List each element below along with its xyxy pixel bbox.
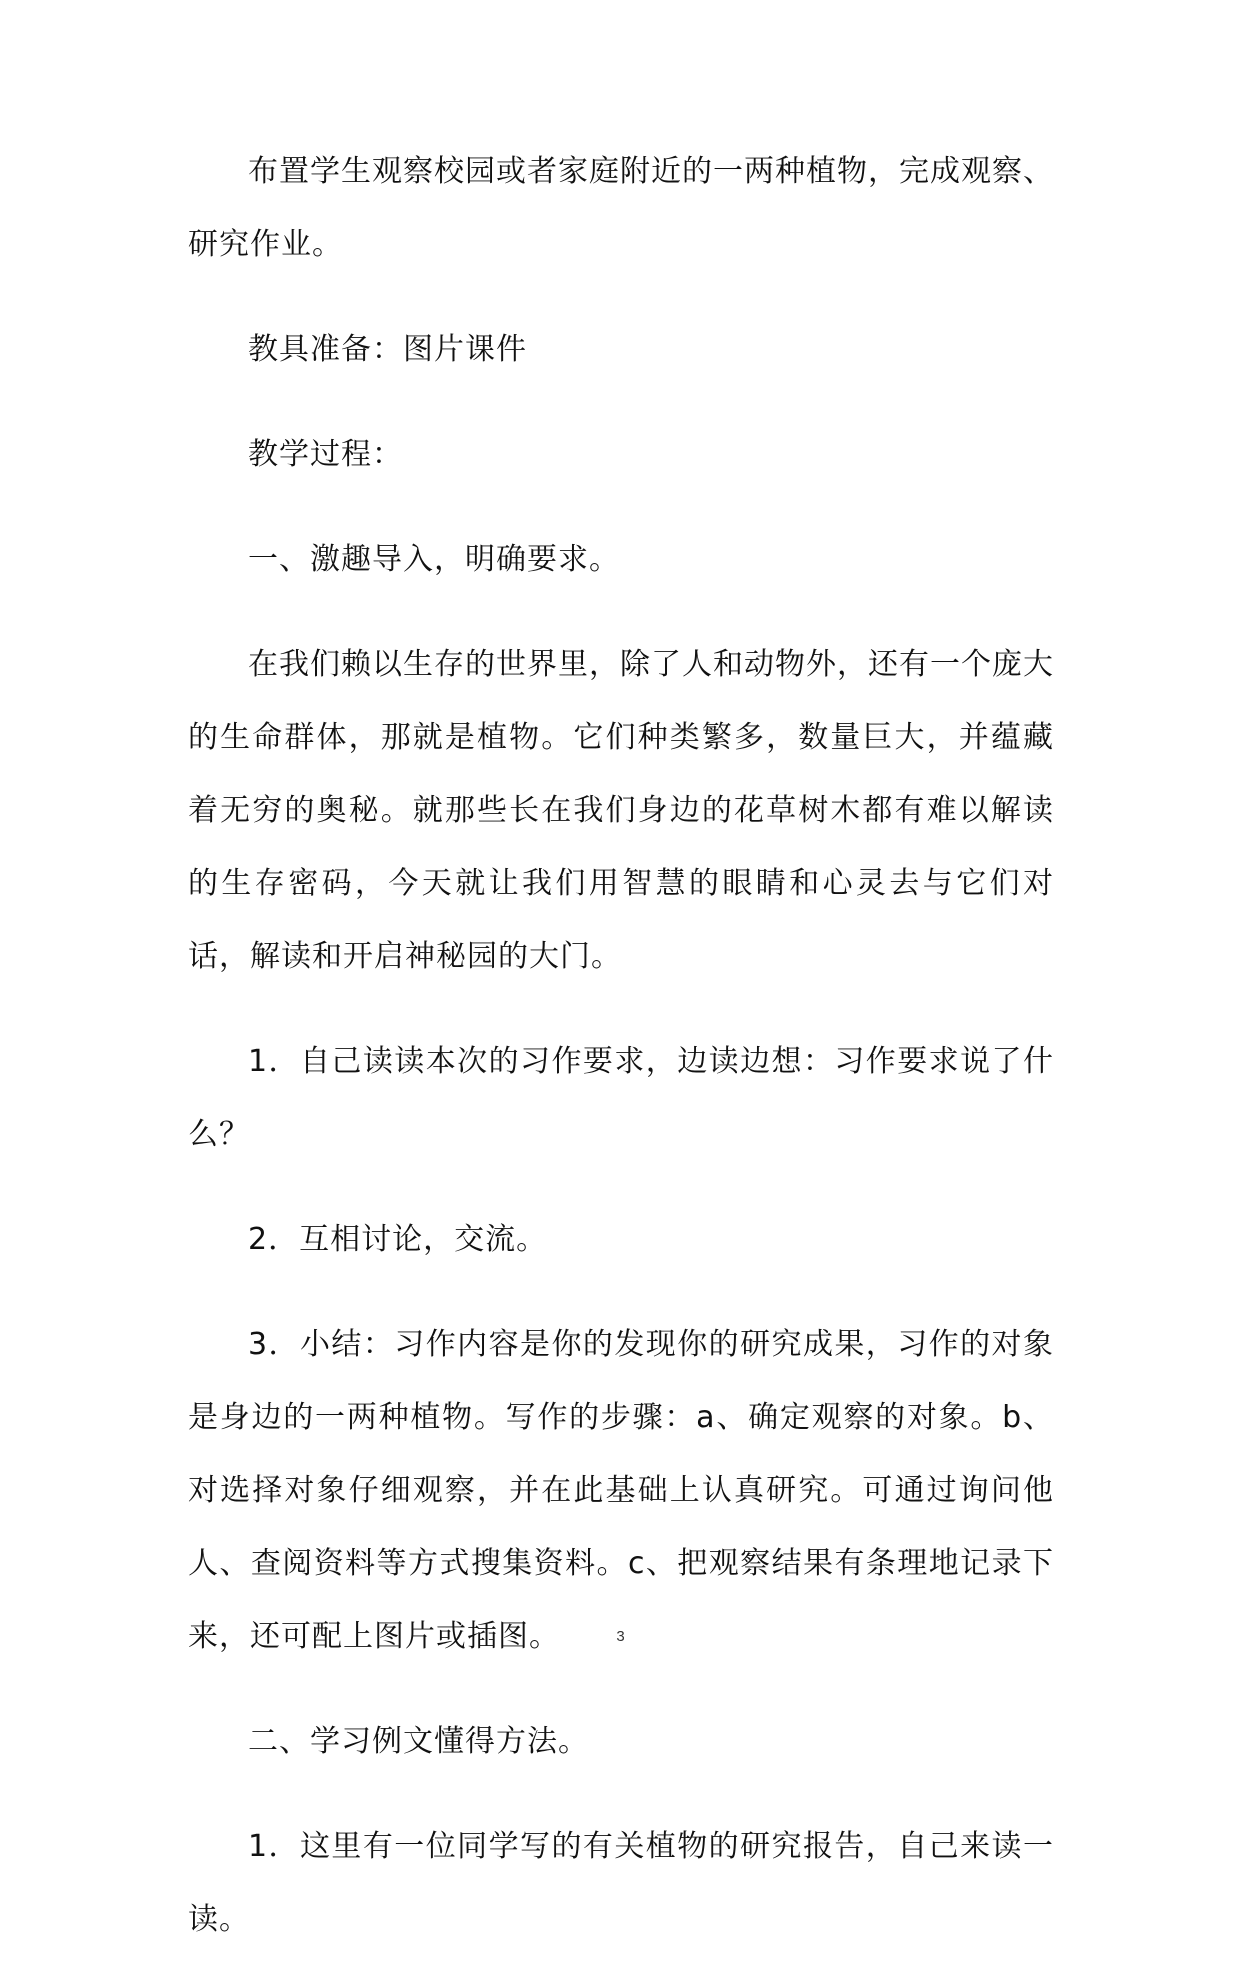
list-item: 3．小结：习作内容是你的发现你的研究成果，习作的对象是身边的一两种植物。写作的步骤：a、确定观察的对象。b、对选择对象仔细观察，并在此基础上认真研究。可通过询问他人、查阅资料等方式搜集资料。c、把观察结果有条理地记录下来，还可配上图片或插图。 xyxy=(188,1327,1054,1654)
paragraph: 教具准备：图片课件 xyxy=(248,332,527,367)
section-heading: 一、激趣导入，明确要求。 xyxy=(248,542,620,577)
paragraph: 教学过程： xyxy=(248,437,403,472)
list-item: 1．自己读读本次的习作要求，边读边想：习作要求说了什么？ xyxy=(188,1044,1054,1152)
list-item: 2．互相讨论，交流。 xyxy=(248,1222,548,1257)
section-heading: 二、学习例文懂得方法。 xyxy=(248,1724,589,1759)
page-number: 3 xyxy=(616,1628,625,1645)
paragraph: 在我们赖以生存的世界里，除了人和动物外，还有一个庞大的生命群体，那就是植物。它们种类繁多，数量巨大，并蕴藏着无穷的奥秘。就那些长在我们身边的花草树木都有难以解读的生存密码，今天就让我们用智慧的眼睛和心灵去与它们对话，解读和开启神秘园的大门。 xyxy=(188,647,1054,974)
paragraph: 布置学生观察校园或者家庭附近的一两种植物，完成观察、研究作业。 xyxy=(188,154,1054,262)
document-body xyxy=(188,135,1054,1988)
list-item: 1．这里有一位同学写的有关植物的研究报告，自己来读一读。 xyxy=(188,1829,1054,1937)
